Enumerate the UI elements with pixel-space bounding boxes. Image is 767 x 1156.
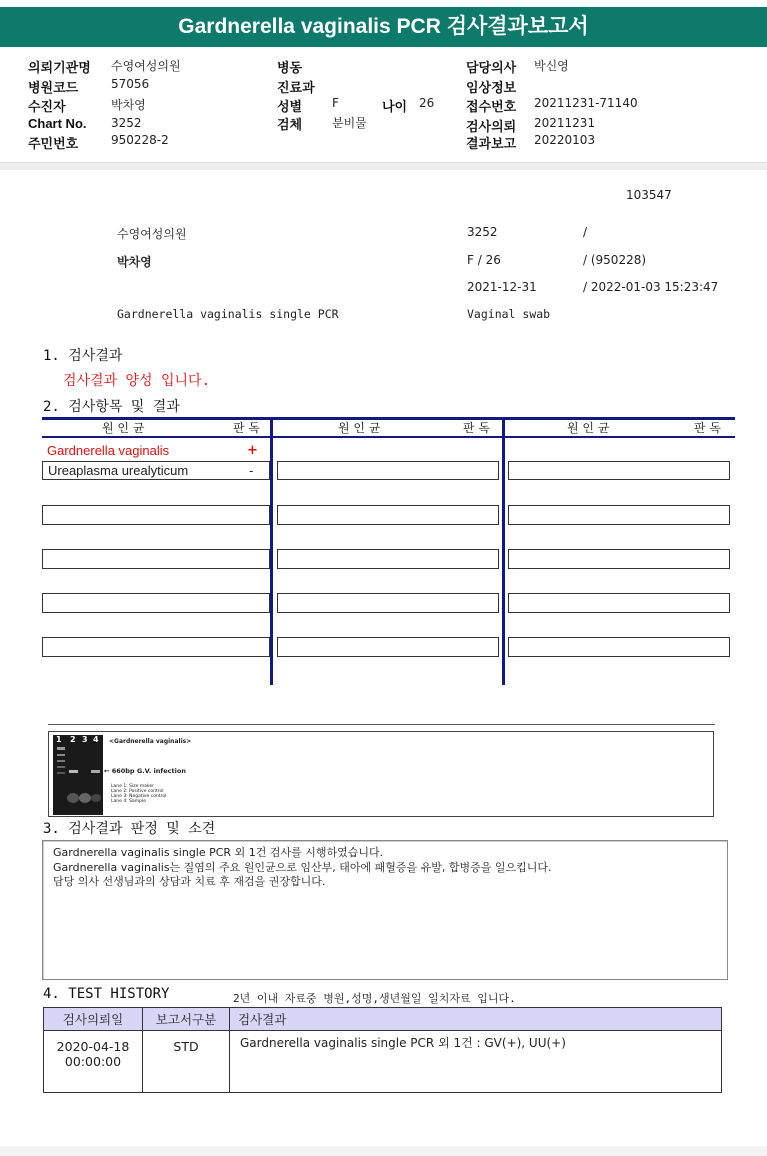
report-title: Gardnerella vaginalis PCR 검사결과보고서 bbox=[0, 7, 767, 47]
empty-cell bbox=[508, 549, 730, 569]
empty-cell bbox=[277, 549, 499, 569]
empty-cell bbox=[508, 637, 730, 657]
organism-row bbox=[42, 461, 270, 480]
dept-label: 진료과 bbox=[277, 80, 315, 95]
lane-number: 4 bbox=[93, 735, 99, 744]
section4-title: 4. TEST HISTORY bbox=[43, 986, 170, 1002]
history-date-cell bbox=[44, 1031, 143, 1093]
table-divider-2 bbox=[502, 417, 505, 685]
code-label: 병원코드 bbox=[28, 80, 79, 95]
empty-cell bbox=[42, 505, 270, 525]
history-header-row bbox=[44, 1008, 722, 1031]
header-divider bbox=[0, 162, 767, 170]
info-slash: / bbox=[583, 225, 588, 239]
organism-result: - bbox=[249, 463, 254, 478]
gel-legend-line: Lane 2: Positive control bbox=[111, 789, 164, 794]
request-label: 검사의뢰 bbox=[466, 119, 517, 134]
empty-cell bbox=[508, 461, 730, 480]
info-report-datetime: / 2022-01-03 15:23:47 bbox=[583, 280, 719, 294]
organism-result: + bbox=[247, 443, 258, 458]
organism-name: Gardnerella vaginalis bbox=[47, 443, 170, 458]
specimen-value: 분비물 bbox=[332, 116, 367, 130]
history-date: 2020-04-18 bbox=[56, 1039, 130, 1054]
interpretation-box bbox=[42, 840, 728, 980]
section2-title: 2. 검사항목 및 결과 bbox=[43, 399, 180, 415]
section3-title: 3. 검사결과 판정 및 소견 bbox=[43, 821, 216, 837]
doctor-label: 담당의사 bbox=[466, 60, 517, 75]
interpretation-line: Gardnerella vaginalis는 질염의 주요 원인균으로 임산부, 태아에 패혈증을 유발, 합병증을 일으킵니다. bbox=[53, 860, 552, 874]
gel-legend-line: Lane 1: Size maker bbox=[111, 784, 154, 789]
report-number: 103547 bbox=[626, 188, 672, 202]
clinical-label: 임상정보 bbox=[466, 80, 517, 95]
age-label: 나이 bbox=[382, 99, 408, 114]
empty-cell bbox=[42, 593, 270, 613]
receipt-value: 20211231-71140 bbox=[534, 96, 638, 110]
result-summary: 검사결과 양성 입니다. bbox=[63, 373, 211, 389]
report-date-label: 결과보고 bbox=[466, 136, 517, 151]
history-note: 2년 이내 자료중 병원,성명,생년월일 일치자료 입니다. bbox=[233, 992, 516, 1005]
specimen-label: 검체 bbox=[277, 117, 303, 132]
age-value: 26 bbox=[419, 96, 435, 110]
rrn-label: 주민번호 bbox=[28, 136, 79, 151]
sex-value: F bbox=[332, 96, 339, 110]
table-header-rule bbox=[42, 436, 735, 438]
report-date-value: 20220103 bbox=[534, 133, 596, 147]
rrn-value: 950228-2 bbox=[111, 133, 169, 147]
empty-cell bbox=[277, 637, 499, 657]
doctor-value: 박신영 bbox=[534, 59, 569, 73]
info-sex-age: F / 26 bbox=[467, 253, 501, 267]
col-organism-3: 원 인 균 bbox=[567, 421, 610, 435]
patient-label: 수진자 bbox=[28, 99, 66, 114]
info-hospital: 수영여성의원 bbox=[117, 227, 187, 241]
lane-number: 3 bbox=[82, 735, 88, 744]
table-top-rule bbox=[42, 417, 735, 420]
section1-title: 1. 검사결과 bbox=[43, 348, 123, 364]
ward-label: 병동 bbox=[277, 60, 303, 75]
test-history-table bbox=[43, 1007, 722, 1093]
gel-top-rule bbox=[48, 724, 715, 725]
col-organism-1: 원 인 균 bbox=[102, 421, 145, 435]
table-divider-1 bbox=[270, 417, 273, 685]
gel-figure bbox=[48, 731, 714, 817]
sex-label: 성별 bbox=[277, 99, 303, 114]
info-chart: 3252 bbox=[467, 225, 498, 239]
empty-cell bbox=[277, 593, 499, 613]
gel-legend-line: Lane 3: Negative control bbox=[111, 794, 167, 799]
request-value: 20211231 bbox=[534, 116, 596, 130]
info-birth: / (950228) bbox=[583, 253, 647, 267]
col-judgment-1: 판 독 bbox=[233, 421, 260, 435]
table-row bbox=[44, 1031, 722, 1093]
chart-value: 3252 bbox=[111, 116, 142, 130]
empty-cell bbox=[277, 505, 499, 525]
history-result: Gardnerella vaginalis single PCR 외 1건 : GV(+), UU(+) bbox=[230, 1031, 722, 1093]
col-judgment-2: 판 독 bbox=[463, 421, 490, 435]
info-test-name: Gardnerella vaginalis single PCR bbox=[117, 307, 339, 321]
col-judgment-3: 판 독 bbox=[694, 421, 721, 435]
interpretation-line: Gardnerella vaginalis single PCR 외 1건 검사를 시행하였습니다. bbox=[53, 846, 384, 859]
empty-cell bbox=[277, 461, 499, 480]
hospital-label: 의뢰기관명 bbox=[28, 60, 91, 75]
empty-cell bbox=[42, 637, 270, 657]
gel-band-label: ← 660bp G.V. infection bbox=[104, 767, 186, 775]
patient-value: 박차영 bbox=[111, 98, 146, 112]
info-date: 2021-12-31 bbox=[467, 280, 537, 294]
gel-legend-line: Lane 4: Sample bbox=[111, 799, 146, 804]
code-value: 57056 bbox=[111, 77, 150, 91]
history-time: 00:00:00 bbox=[64, 1054, 122, 1069]
info-patient: 박차영 bbox=[117, 255, 152, 269]
lane-number: 2 bbox=[70, 735, 76, 744]
organism-name: Ureaplasma urealyticum bbox=[48, 463, 189, 478]
history-type: STD bbox=[143, 1031, 230, 1093]
interpretation-line: 담당 의사 선생님과의 상담과 치료 후 재검을 권장합니다. bbox=[53, 875, 326, 888]
empty-cell bbox=[508, 593, 730, 613]
info-sample: Vaginal swab bbox=[467, 307, 551, 321]
history-col-result: 검사결과 bbox=[230, 1008, 722, 1031]
lane-number: 1 bbox=[56, 735, 62, 744]
empty-cell bbox=[508, 505, 730, 525]
hospital-value: 수영여성의원 bbox=[111, 59, 181, 73]
col-organism-2: 원 인 균 bbox=[338, 421, 381, 435]
empty-cell bbox=[42, 549, 270, 569]
gel-caption: <Gardnerella vaginalis> bbox=[109, 738, 192, 745]
history-col-type: 보고서구분 bbox=[143, 1008, 230, 1031]
receipt-label: 접수번호 bbox=[466, 99, 517, 114]
chart-label: Chart No. bbox=[28, 116, 87, 131]
history-col-date: 검사의뢰일 bbox=[44, 1008, 143, 1031]
